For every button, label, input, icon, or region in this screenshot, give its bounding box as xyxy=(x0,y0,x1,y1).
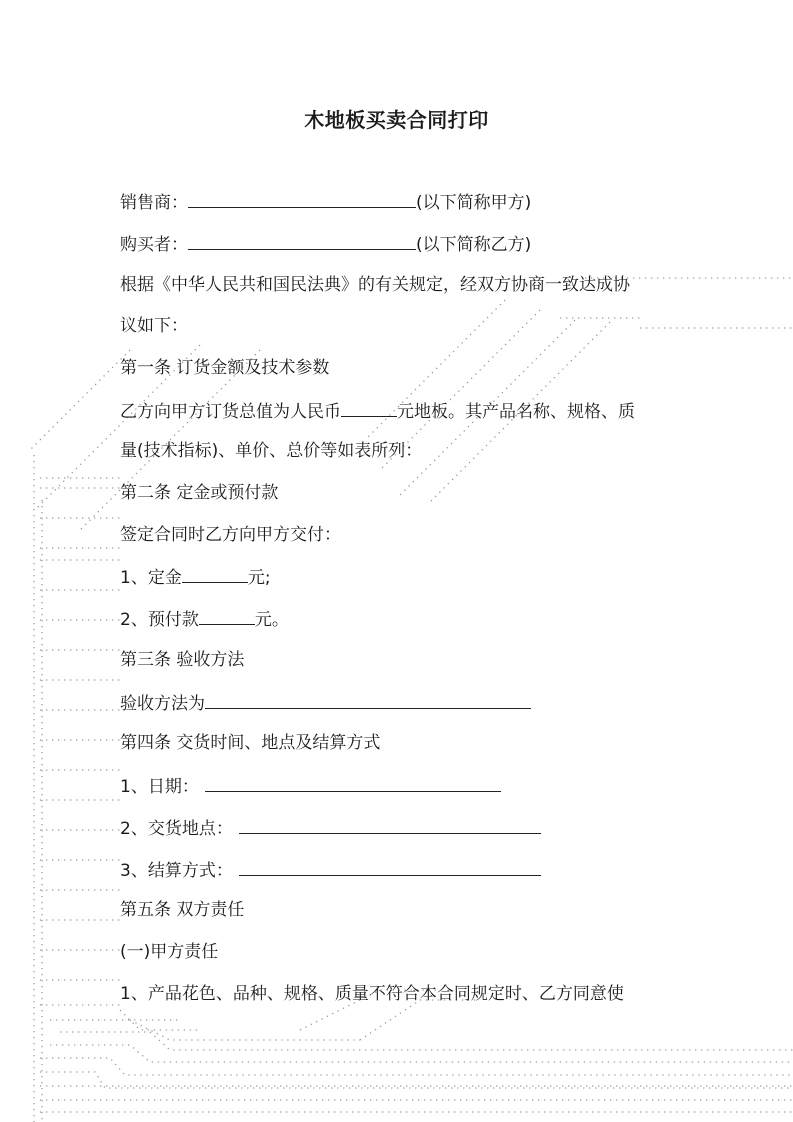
inspection-label: 验收方法为 xyxy=(120,694,205,714)
article-2-text: 签定合同时乙方向甲方交付： xyxy=(120,525,341,545)
seller-blank xyxy=(188,189,416,208)
prepay-line xyxy=(120,606,289,630)
place-blank xyxy=(239,815,541,834)
prepay-suffix: 元。 xyxy=(254,610,289,630)
article-1-text-1a: 乙方向甲方订货总值为人民币 xyxy=(120,402,341,422)
amount-blank xyxy=(341,398,397,417)
party-a-item-1: 1、产品花色、品种、规格、质量不符合本合同规定时、乙方同意使 xyxy=(120,984,624,1004)
prepay-blank xyxy=(199,606,255,625)
seller-line xyxy=(120,189,531,213)
seller-label: 销售商： xyxy=(120,193,188,213)
settlement-blank xyxy=(239,857,541,876)
date-blank xyxy=(205,773,501,792)
seller-suffix: (以下简称甲方) xyxy=(416,193,532,213)
date-line xyxy=(120,773,501,797)
date-label: 1、日期： xyxy=(120,777,199,797)
document-title: 木地板买卖合同打印 xyxy=(304,108,489,132)
article-1-text-2: 量(技术指标)、单价、总价等如表所列： xyxy=(120,441,423,461)
inspection-line xyxy=(120,690,531,714)
article-1-heading: 第一条 订货金额及技术参数 xyxy=(120,358,330,378)
buyer-blank xyxy=(188,231,416,250)
deposit-blank xyxy=(182,564,248,583)
intro-line-1: 根据《中华人民共和国民法典》的有关规定，经双方协商一致达成协 xyxy=(120,275,630,295)
place-line xyxy=(120,815,541,839)
article-1-text-1 xyxy=(120,398,635,422)
deposit-suffix: 元; xyxy=(247,568,271,588)
article-1-text-1b: 元地板。其产品名称、规格、质 xyxy=(397,402,635,422)
settlement-line xyxy=(120,857,541,881)
deposit-label: 1、定金 xyxy=(120,568,182,588)
intro-line-2: 议如下： xyxy=(120,316,188,336)
article-3-heading: 第三条 验收方法 xyxy=(120,650,245,670)
settlement-label: 3、结算方式： xyxy=(120,861,233,881)
buyer-suffix: (以下简称乙方) xyxy=(416,235,532,255)
buyer-label: 购买者： xyxy=(120,235,188,255)
place-label: 2、交货地点： xyxy=(120,819,233,839)
article-5-heading: 第五条 双方责任 xyxy=(120,900,245,920)
article-2-heading: 第二条 定金或预付款 xyxy=(120,483,279,503)
inspection-blank xyxy=(205,690,531,709)
prepay-label: 2、预付款 xyxy=(120,610,199,630)
buyer-line xyxy=(120,231,531,255)
party-a-heading: (一)甲方责任 xyxy=(120,942,219,962)
deposit-line xyxy=(120,564,271,588)
article-4-heading: 第四条 交货时间、地点及结算方式 xyxy=(120,733,381,753)
